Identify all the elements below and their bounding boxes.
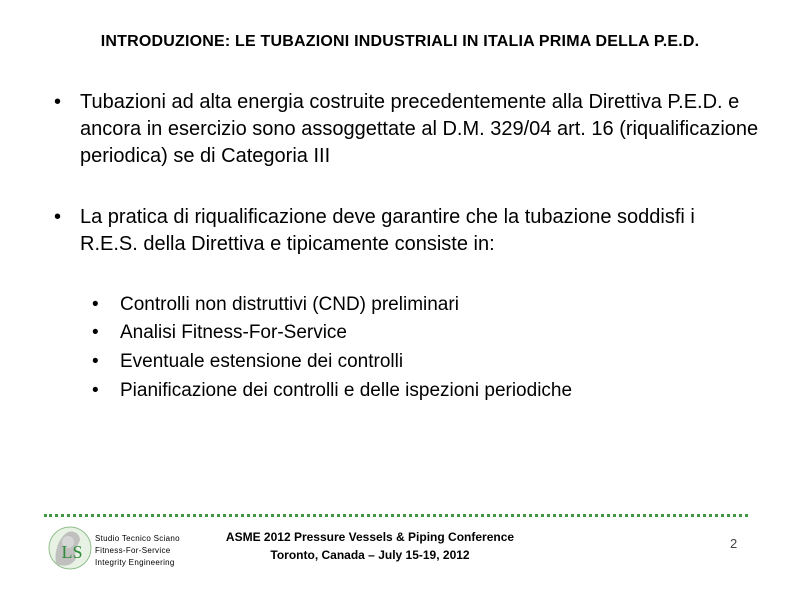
company-name-block xyxy=(95,533,180,569)
bullet-dot-icon: • xyxy=(54,206,62,228)
bullet-dot-icon: • xyxy=(92,351,99,372)
slide-title: INTRODUZIONE: LE TUBAZIONI INDUSTRIALI IN ITALIA PRIMA DELLA P.E.D. xyxy=(100,33,700,50)
logo-text: LS xyxy=(61,542,83,562)
sub-bullet-item xyxy=(92,319,347,347)
company-line: Fitness-For-Service xyxy=(95,546,171,555)
sub-bullet-item xyxy=(92,291,459,319)
conference-info xyxy=(200,528,540,564)
bullet-item xyxy=(54,204,720,258)
sub-bullet-item xyxy=(92,377,573,405)
conference-name: ASME 2012 Pressure Vessels & Piping Conference xyxy=(225,530,515,544)
sub-bullet-item xyxy=(92,348,404,376)
company-logo-icon xyxy=(44,524,92,572)
bullet-item xyxy=(54,89,770,170)
bullet-dot-icon: • xyxy=(92,322,99,343)
sub-bullet-text: Controlli non distruttivi (CND) preliminari xyxy=(120,294,459,315)
page-number: 2 xyxy=(730,536,738,551)
footer-divider xyxy=(44,514,748,517)
conference-location-date: Toronto, Canada – July 15-19, 2012 xyxy=(270,548,470,562)
bullet-text: La pratica di riqualificazione deve garantire che la tubazione soddisfi i R.E.S. della Direttiva e tipicamente consiste in: xyxy=(80,206,695,255)
bullet-dot-icon: • xyxy=(92,294,99,315)
sub-bullet-text: Analisi Fitness-For-Service xyxy=(120,322,347,343)
sub-bullet-text: Pianificazione dei controlli e delle ispezioni periodiche xyxy=(120,380,573,401)
bullet-dot-icon: • xyxy=(54,91,62,113)
company-line: Studio Tecnico Sciano xyxy=(95,534,180,543)
sub-bullet-text: Eventuale estensione dei controlli xyxy=(120,351,404,372)
bullet-dot-icon: • xyxy=(92,380,99,401)
bullet-text: Tubazioni ad alta energia costruite precedentemente alla Direttiva P.E.D. e ancora in esercizio sono assoggettate al D.M. 329/04 art. 16 (riqualificazione periodica) se di Categoria III xyxy=(80,91,759,167)
company-line: Integrity Engineering xyxy=(95,558,175,567)
